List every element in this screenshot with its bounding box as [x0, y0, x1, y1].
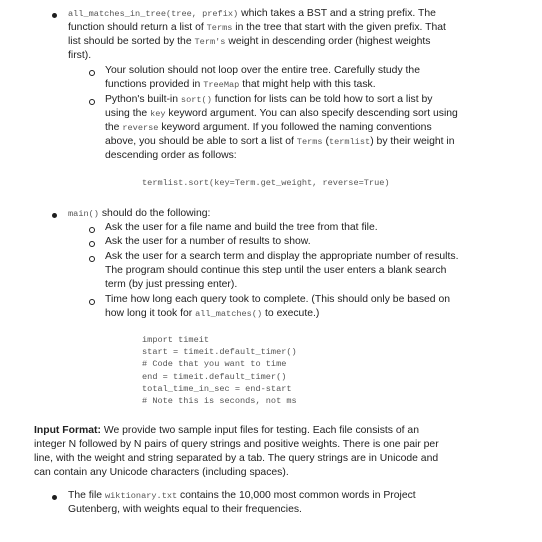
sub-bullet [89, 299, 95, 305]
code-snippet-sort: termlist.sort(key=Term.get_weight, reverse=True) [142, 178, 390, 188]
text-line: Gutenberg, with weights equal to their frequencies. [68, 504, 302, 515]
text-line: integer N followed by N pairs of query strings and positive weights. There is one pair per [34, 439, 439, 450]
text-line: list should be sorted by the Term's weight in descending order (highest weights [68, 36, 431, 47]
sub-bullet [89, 256, 95, 262]
sub-bullet [89, 99, 95, 105]
text-line: descending order as follows: [105, 150, 237, 161]
text-line: the reverse keyword argument. If you followed the naming conventions [105, 122, 432, 133]
text-line: term (by just pressing enter). [105, 279, 238, 290]
text-line: Time how long each query took to complete. (This should only be based on [105, 294, 451, 305]
sub-bullet [89, 241, 95, 247]
text-line: all_matches_in_tree(tree, prefix) which takes a BST and a string prefix. The [68, 8, 436, 19]
text-line: Ask the user for a search term and display the appropriate number of results. [105, 251, 459, 262]
text-line: The program should continue this step until the user enters a blank search [105, 265, 447, 276]
bullet [52, 495, 57, 500]
text-line: using the key keyword argument. You can also specify descending sort using [105, 108, 458, 119]
sub-bullet [89, 227, 95, 233]
text-line: line, with the weight and string separated by a tab. The query strings are in Unicode and [34, 453, 439, 464]
text-line: Your solution should not loop over the entire tree. Carefully study the [105, 65, 420, 76]
input-format-label: Input Format: [34, 425, 101, 436]
text-line: Ask the user for a file name and build the tree from that file. [105, 222, 378, 233]
text-line: functions provided in TreeMap that might help with this task. [105, 79, 376, 90]
text-line: main() should do the following: [68, 208, 211, 219]
bullet [52, 13, 57, 18]
bullet [52, 213, 57, 218]
text-line: above, you should be able to sort a list of Terms (termlist) by their weight in [105, 136, 455, 147]
text-line: The file wiktionary.txt contains the 10,000 most common words in Project [68, 490, 416, 501]
text-line: Python's built-in sort() function for lists can be told how to sort a list by [105, 94, 433, 105]
sub-bullet [89, 70, 95, 76]
text-line: first). [68, 50, 92, 61]
code-snippet-timeit: import timeit start = timeit.default_timer() # Code that you want to time end = timeit.default_timer() total_time_in_sec = end-start # Note this is seconds, not ms [142, 335, 297, 407]
text-line: how long it took for all_matches() to execute.) [105, 308, 320, 319]
text-line: Input Format: We provide two sample input files for testing. Each file consists of an [34, 425, 419, 436]
text-line: function should return a list of Terms in the tree that start with the given prefix. That [68, 22, 446, 33]
text-line: can contain any Unicode characters (including spaces). [34, 467, 289, 478]
text-line: Ask the user for a number of results to show. [105, 236, 311, 247]
